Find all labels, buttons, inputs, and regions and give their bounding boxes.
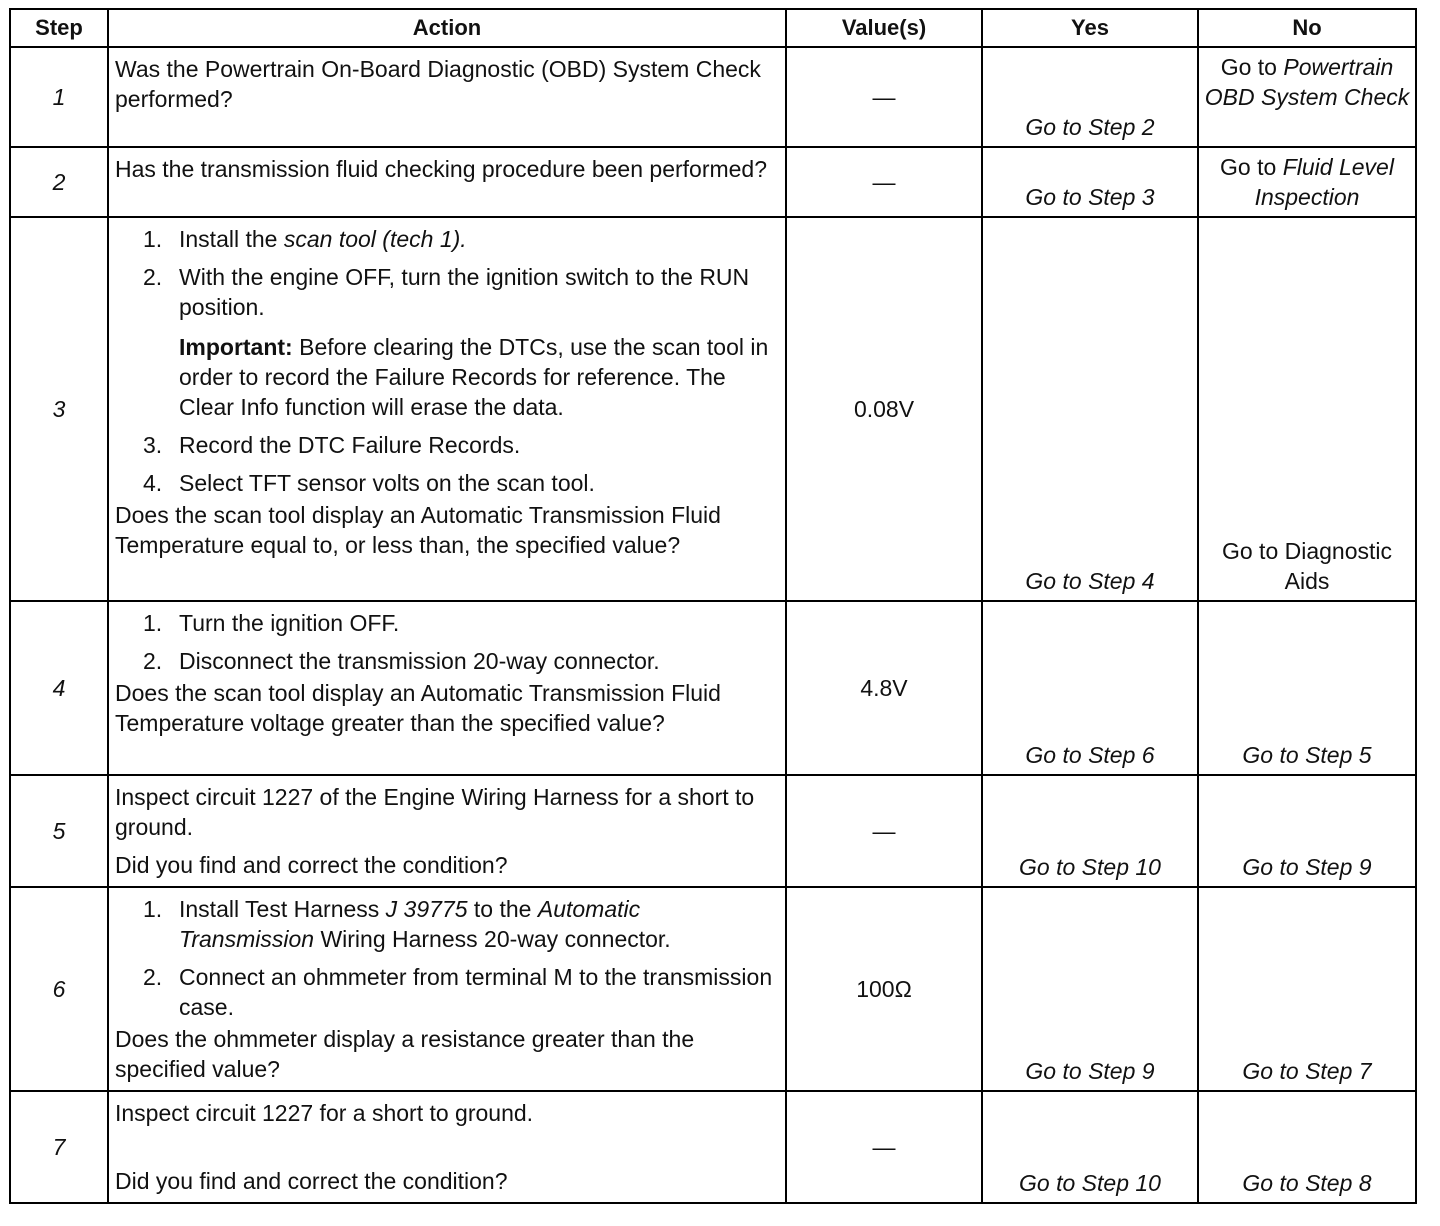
note-label: Important: (179, 334, 293, 360)
diagnostic-table (9, 8, 1417, 1204)
header-step: Step (10, 9, 108, 47)
table-row (10, 601, 1416, 775)
procedure-list (115, 608, 779, 676)
value-cell: 100Ω (786, 887, 982, 1091)
no-cell (1198, 147, 1416, 217)
item-text: Turn the ignition OFF. (179, 610, 400, 636)
no-link[interactable]: Powertrain OBD System Check (1204, 54, 1410, 110)
yes-link[interactable]: Go to Step 10 (1019, 854, 1161, 880)
action-question: Was the Powertrain On-Board Diagnostic (OBD) System Check performed? (115, 56, 761, 112)
yes-link[interactable]: Go to Step 2 (1025, 114, 1155, 140)
step-number: 4 (10, 601, 108, 775)
action-cell (108, 147, 786, 217)
header-yes: Yes (982, 9, 1198, 47)
item-text: Install the (179, 226, 278, 252)
yes-link[interactable]: Go to Step 9 (1025, 1058, 1155, 1084)
list-item (115, 894, 779, 954)
list-item (115, 430, 779, 460)
no-link[interactable]: Go to Step 8 (1242, 1170, 1372, 1196)
item-number: 1. (143, 896, 163, 922)
no-link[interactable]: Fluid Level Inspection (1254, 154, 1394, 210)
no-prefix: Go to (1220, 154, 1277, 180)
value-cell: — (786, 775, 982, 887)
step-number: 1 (10, 47, 108, 147)
item-text: Disconnect the transmission 20-way connector. (179, 648, 660, 674)
no-cell (1198, 1091, 1416, 1203)
no-cell (1198, 47, 1416, 147)
yes-cell (982, 1091, 1198, 1203)
note-text: Before clearing the DTCs, use the scan tool in order to record the Failure Records for reference. The Clear Info function will erase the data. (179, 334, 769, 420)
item-number: 1. (143, 226, 163, 252)
value-cell: — (786, 1091, 982, 1203)
value-cell: 4.8V (786, 601, 982, 775)
yes-link[interactable]: Go to Step 6 (1025, 742, 1155, 768)
table-row (10, 147, 1416, 217)
list-item (115, 468, 779, 498)
action-question: Has the transmission fluid checking procedure been performed? (115, 156, 768, 182)
no-cell (1198, 887, 1416, 1091)
scan-tool-link[interactable]: scan tool (tech 1). (283, 226, 467, 252)
step-number: 3 (10, 217, 108, 601)
item-text: Select TFT sensor volts on the scan tool. (179, 470, 595, 496)
value-cell: 0.08V (786, 217, 982, 601)
yes-cell (982, 147, 1198, 217)
table-row (10, 775, 1416, 887)
item-text: Record the DTC Failure Records. (179, 432, 521, 458)
list-item (115, 962, 779, 1022)
yes-cell (982, 887, 1198, 1091)
yes-cell (982, 601, 1198, 775)
action-text: Inspect circuit 1227 of the Engine Wiring Harness for a short to ground. (115, 784, 755, 840)
yes-cell (982, 775, 1198, 887)
item-text: Wiring Harness 20-way connector. (320, 926, 671, 952)
item-number: 4. (143, 470, 163, 496)
header-row (10, 9, 1416, 47)
yes-link[interactable]: Go to Step 10 (1019, 1170, 1161, 1196)
action-cell (108, 47, 786, 147)
header-no: No (1198, 9, 1416, 47)
no-link[interactable]: Go to Step 5 (1242, 742, 1372, 768)
procedure-list (115, 430, 779, 498)
no-cell (1198, 775, 1416, 887)
table-row (10, 1091, 1416, 1203)
list-item (115, 608, 779, 638)
important-note (115, 332, 779, 422)
value-cell: — (786, 47, 982, 147)
no-cell (1198, 601, 1416, 775)
procedure-list (115, 894, 779, 1022)
item-number: 2. (143, 264, 163, 290)
transmission-link[interactable]: Automatic Transmission (179, 896, 641, 952)
list-item (115, 224, 779, 254)
table-row (10, 887, 1416, 1091)
test-harness-link[interactable]: J 39775 (385, 896, 468, 922)
action-cell (108, 775, 786, 887)
action-cell (108, 601, 786, 775)
item-number: 1. (143, 610, 163, 636)
table-row (10, 47, 1416, 147)
action-cell (108, 217, 786, 601)
step-number: 2 (10, 147, 108, 217)
yes-cell (982, 47, 1198, 147)
spacer (115, 1128, 779, 1166)
no-prefix: Go to (1220, 54, 1277, 80)
yes-link[interactable]: Go to Step 3 (1025, 184, 1155, 210)
list-item (115, 262, 779, 322)
action-question: Does the scan tool display an Automatic Transmission Fluid Temperature voltage greater than the specified value? (115, 680, 721, 736)
value-cell: — (786, 147, 982, 217)
step-number: 5 (10, 775, 108, 887)
action-question: Did you find and correct the condition? (115, 1168, 508, 1194)
action-text: Inspect circuit 1227 for a short to ground. (115, 1100, 534, 1126)
diagnostic-table-container (9, 8, 1415, 1204)
item-text: to the (473, 896, 532, 922)
item-text: Install Test Harness (179, 896, 380, 922)
yes-cell (982, 217, 1198, 601)
item-text: Connect an ohmmeter from terminal M to the transmission case. (179, 964, 773, 1020)
item-text: With the engine OFF, turn the ignition switch to the RUN position. (179, 264, 750, 320)
action-cell (108, 887, 786, 1091)
action-question: Did you find and correct the condition? (115, 852, 508, 878)
item-number: 3. (143, 432, 163, 458)
action-question: Does the ohmmeter display a resistance greater than the specified value? (115, 1026, 695, 1082)
procedure-list (115, 224, 779, 322)
no-link[interactable]: Go to Step 9 (1242, 854, 1372, 880)
action-cell (108, 1091, 786, 1203)
action-question: Does the scan tool display an Automatic Transmission Fluid Temperature equal to, or less than, the specified value? (115, 502, 721, 558)
list-item (115, 646, 779, 676)
step-number: 6 (10, 887, 108, 1091)
yes-link[interactable]: Go to Step 4 (1025, 568, 1155, 594)
item-number: 2. (143, 648, 163, 674)
no-link[interactable]: Go to Step 7 (1242, 1058, 1372, 1084)
no-link[interactable]: Go to Diagnostic Aids (1221, 538, 1393, 594)
header-values: Value(s) (786, 9, 982, 47)
step-number: 7 (10, 1091, 108, 1203)
item-number: 2. (143, 964, 163, 990)
table-row (10, 217, 1416, 601)
no-cell (1198, 217, 1416, 601)
header-action: Action (108, 9, 786, 47)
